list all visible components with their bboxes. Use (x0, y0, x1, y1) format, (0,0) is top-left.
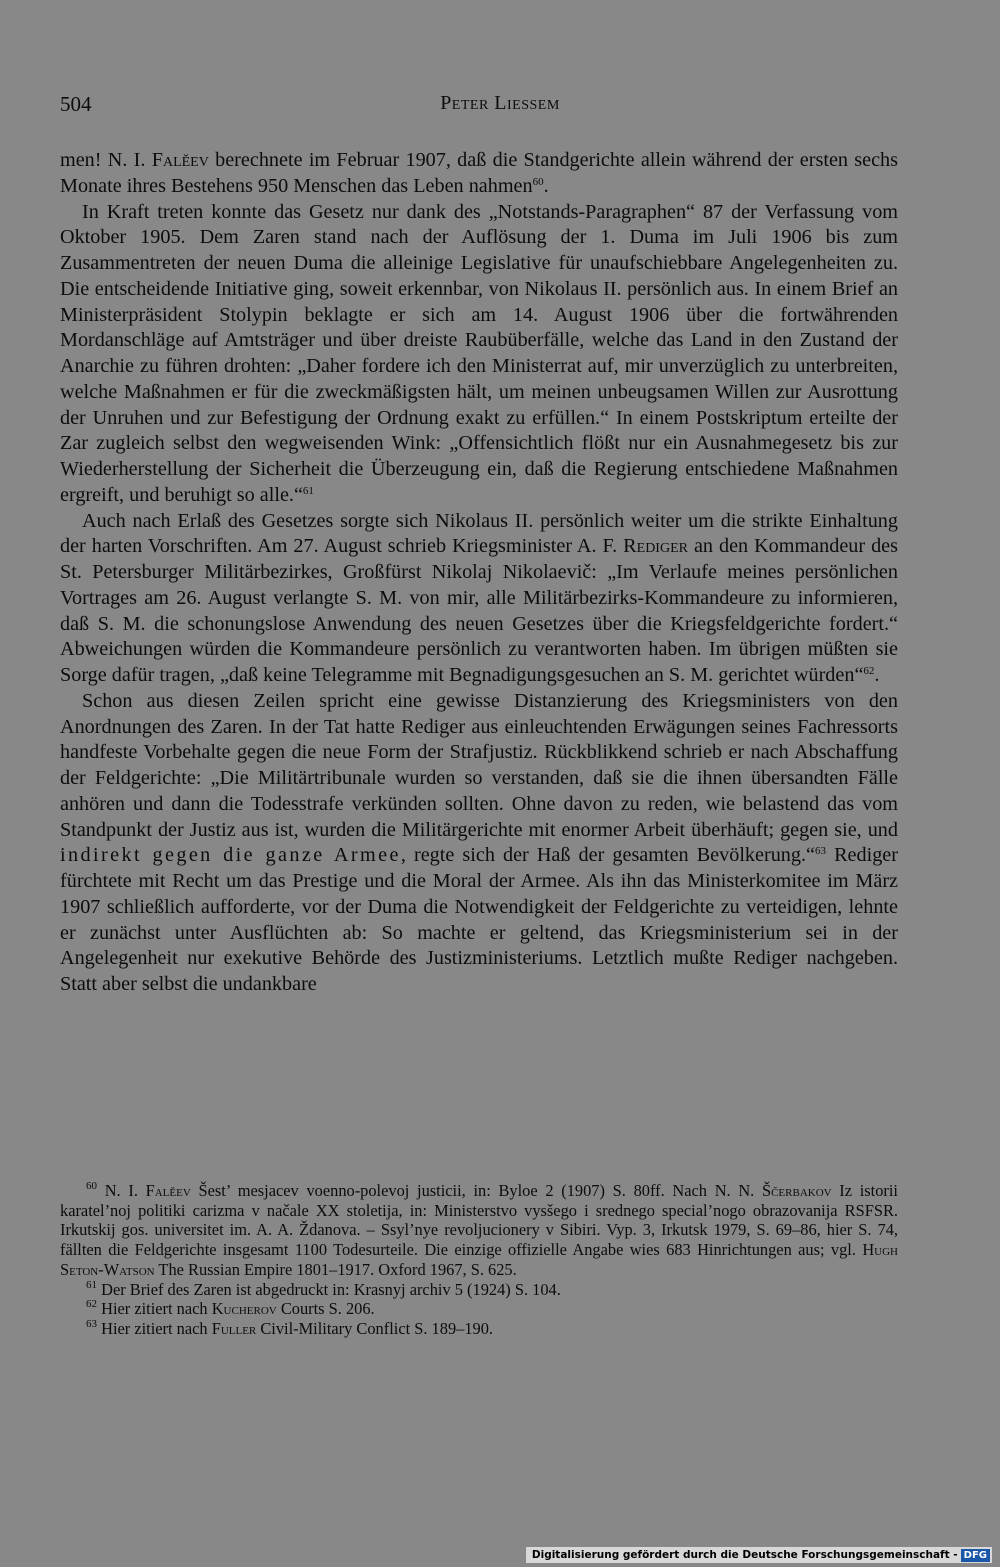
running-head: Peter Liessem (440, 92, 560, 114)
text-run: Iz istorii karatel’noj politiki carizma v načale XX stoletija, in: Ministerstvo vysšego i srednego special’nogo obrazovanija RSFSR. Irkutskij gos. universitet im. A. A. Ždanova. – Ssyl’nye revoljucionery v Sibiri. Vyp. 3, Irkutsk 1979, S. 69–86, hier S. 74, fällten die Feldgerichte insgesamt 1100 Todesurteile. Die einzige offizielle Angabe wies 683 Hinrichtungen aus; vgl. (60, 1181, 898, 1260)
text-run: Schon aus diesen Zeilen spricht eine gewisse Distanzierung des Kriegsministers von den Anordnungen des Zaren. In der Tat hatte Rediger aus einleuchtenden Erwägungen seines Fachressorts handfeste Vorbehalte gegen die neue Form der Strafjustiz. Rückblikkend schrieb er nach Abschaffung der Feldgerichte: „Die Militärtribunale wurden so verstanden, daß sie die ihnen übersandten Fälle anhören und dann die Todesstrafe verkünden sollten. Ohne davon zu reden, wie belastend das vom Standpunkt der Justiz aus ist, wurden die Militärgerichte mit enormer Arbeit überhäuft; gegen sie, und (60, 689, 898, 841)
text-run: . (543, 174, 549, 197)
text-run: Šest’ mesjacev voenno-polevoj justicii, in: Byloe 2 (1907) S. 80ff. Nach (190, 1181, 715, 1200)
footnote-number: 60 (86, 1180, 97, 1192)
text-run: men! N. I. (60, 149, 152, 171)
text-run: Hier zitiert nach (101, 1318, 212, 1338)
footnote-number: 62 (86, 1298, 97, 1311)
footnote-number: 61 (86, 1278, 97, 1291)
author-name: N. I. Falěev (104, 1181, 191, 1200)
footnote-ref: 63 (815, 845, 826, 858)
emphasized-text: indirekt gegen die ganze Armee (60, 844, 401, 867)
footnote-number: 63 (86, 1317, 97, 1330)
footnote-ref: 61 (302, 484, 314, 497)
footnotes (60, 1181, 898, 1339)
text-run: . (874, 664, 880, 686)
page-number: 504 (60, 92, 92, 116)
footnote-ref: 60 (532, 175, 544, 188)
footnote-60 (60, 1181, 898, 1280)
footnote-62 (60, 1299, 898, 1319)
author-name: N. N. Ščerbakov (714, 1181, 832, 1200)
text-run: In Kraft treten konnte das Gesetz nur dank des „Notstands-Paragraphen“ 87 der Verfassung vom Oktober 1905. Dem Zaren stand nach der Auflösung der 1. Duma im Juli 1906 bis zum Zusammentreten der neuen Duma die alleinige Legislative für unaufschiebbare Angelegenheiten zu. Die entscheidende Initiative ging, soweit erkennbar, von Nikolaus II. persönlich aus. In einem Brief an Ministerpräsident Stolypin beklagte er sich am 14. August 1906 über die fortwährenden Mordanschläge auf Amtsträger und über dreiste Raubüberfälle, welche das Land in den Zustand der Anarchie zu führen drohten: „Daher fordere ich den Ministerrat auf, mir unverzüglich zu unterbreiten, welche Maßnahmen er für die zweckmäßigsten hält, um meinen unbeugsamen Willen zur Ausrottung der Unruhen und zur Befestigung der Ordnung exakt zu erfüllen.“ In einem Postskriptum erteilte der Zar zugleich selbst den wegweisenden Wink: „Offensichtlich flößt nur ein Ausnahmegesetz bis zur Wiederherstellung der Sicherheit die Überzeugung ein, daß die Regierung entschiedene Maßnahmen ergreift, und beruhigt so alle.“ (60, 200, 898, 506)
text-run: berechnete im Februar 1907, daß die Standgerichte allein während der ersten sechs Monate ihres Bestehens 950 Menschen das Leben nahmen (60, 149, 899, 197)
footnote-ref: 62 (863, 665, 875, 677)
text-run: , regte sich der Haß der gesamten Bevölkerung.“ (400, 844, 815, 867)
author-name: Hugh Seton-Watson (60, 1240, 898, 1279)
text-run: Auch nach Erlaß des Gesetzes sorgte sich Nikolaus II. persönlich weiter um die strikte Einhaltung der harten Vorschriften. Am 27. August schrieb Kriegsminister A. F. (60, 509, 898, 558)
author-name: Falěev (151, 149, 209, 171)
footnote-61 (60, 1280, 898, 1300)
paragraph-2 (60, 200, 898, 509)
digitization-banner[interactable] (526, 1547, 992, 1563)
dfg-logo-icon[interactable]: DFG (961, 1549, 990, 1562)
text-run: Rediger fürchtete mit Recht um das Prestige und die Moral der Armee. Als ihn das Ministerkomitee im März 1907 schließlich aufforderte, vor der Duma die Notwendigkeit der Feldgerichte zu verteidigen, lehnte er zunächst unter Ausflüchten ab: So machte er geltend, das Kriegsministerium sei in der Angelegenheit nur exekutive Behörde des Justizministeriums. Letztlich mußte Rediger nachgeben. Statt aber selbst die undankbare (60, 844, 898, 995)
paragraph-3 (60, 509, 898, 689)
author-name: Kucherov (211, 1299, 277, 1319)
body-text (60, 148, 898, 998)
author-name: Rediger (623, 535, 688, 558)
text-run: Der Brief des Zaren ist abgedruckt in: Krasnyj archiv 5 (1924) S. 104. (101, 1279, 561, 1299)
author-name: Fuller (211, 1318, 257, 1338)
text-run: The Russian Empire 1801–1917. Oxford 1967, S. 625. (154, 1259, 517, 1279)
paragraph-1 (60, 148, 898, 200)
text-run: Courts S. 206. (276, 1299, 375, 1319)
text-run: Hier zitiert nach (101, 1299, 212, 1319)
paragraph-4 (60, 689, 898, 998)
footnote-63 (60, 1319, 898, 1339)
banner-text[interactable]: Digitalisierung gefördert durch die Deutsche Forschungsgemeinschaft - (531, 1549, 958, 1561)
text-run: an den Kommandeur des St. Petersburger Militärbezirkes, Großfürst Nikolaj Nikolaevič: „Im Verlaufe meines persönlichen Vortrages am 26. August verlangte S. M. von mir, alle Militärbezirks-Kommandeure zu informieren, daß S. M. die schonungslose Anwendung des neuen Gesetzes über die Kriegsfeldgerichte fordert.“ Abweichungen würden die Kommandeure persönlich zu verantworten haben. Im übrigen müßten sie Sorge dafür tragen, „daß keine Telegramme mit Begnadigungsgesuchen an S. M. gerichtet würden“ (60, 535, 898, 686)
text-run: Civil-Military Conflict S. 189–190. (256, 1318, 494, 1338)
